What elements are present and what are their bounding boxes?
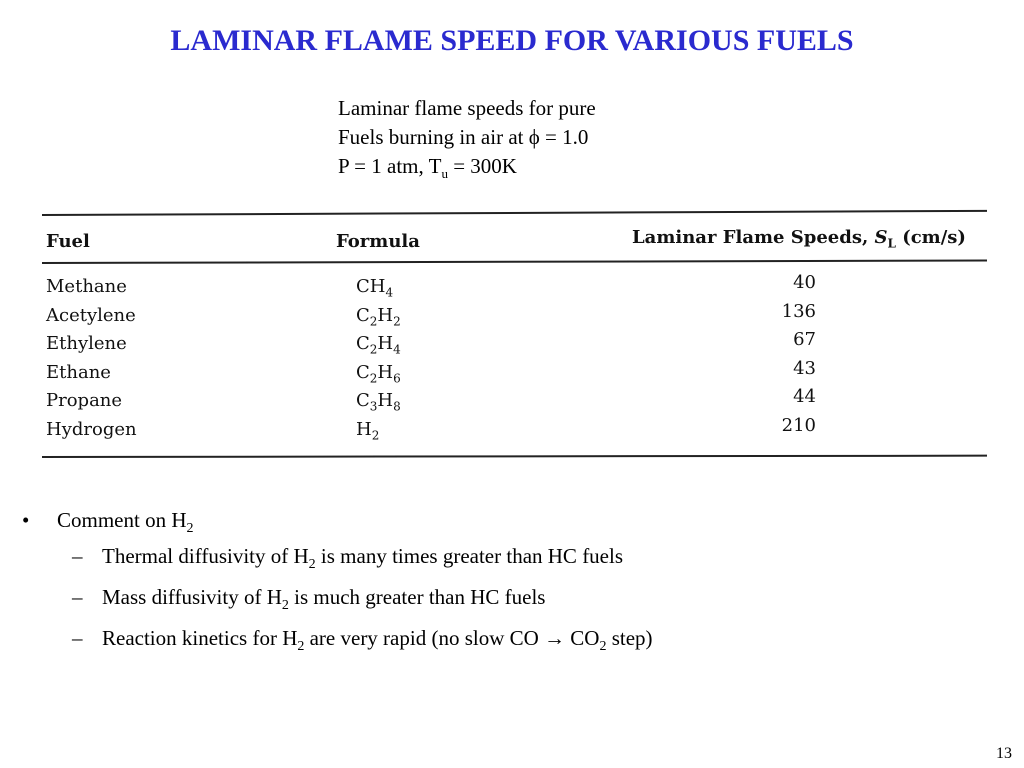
header-formula: Formula [336, 231, 420, 252]
header-speed-symbol: S [874, 227, 888, 248]
fuel-cell: Hydrogen [46, 418, 137, 440]
speed-cell: 40 [793, 272, 816, 293]
caption-line-3-text: P = 1 atm, T [338, 154, 442, 178]
fuel-cell: Acetylene [46, 304, 136, 326]
formula-sub: 2 [369, 342, 378, 357]
sub-bullet-part: Reaction kinetics for H [102, 626, 298, 650]
formula-part: H [377, 390, 394, 411]
speed-cell: 43 [793, 357, 816, 379]
sub-bullet-part: Mass diffusivity of H [102, 585, 282, 609]
formula-sub: 6 [393, 371, 401, 386]
bullet-dot-icon: • [22, 508, 30, 532]
header-speed-text: Laminar Flame Speeds, [632, 227, 875, 248]
caption-line-1: Laminar flame speeds for pure [338, 96, 596, 120]
sub-bullet-text [102, 626, 653, 655]
formula-cell [356, 359, 401, 388]
formula-cell [356, 273, 401, 302]
dash-icon: – [72, 544, 83, 568]
sub-bullet-sub: 2 [281, 598, 289, 614]
speed-cell: 210 [781, 414, 816, 436]
fuel-cell: Ethane [46, 361, 111, 383]
bullet-sub: 2 [186, 521, 194, 537]
table-top-rule [42, 210, 987, 216]
formula-cell [356, 302, 401, 331]
header-speed [632, 227, 966, 251]
speed-cell: 136 [781, 300, 816, 322]
dash-icon: – [72, 626, 83, 650]
sub-bullet-sub: 2 [297, 639, 305, 655]
fuel-column [46, 273, 137, 444]
table-header-rule [42, 260, 987, 264]
formula-sub: 2 [369, 371, 378, 386]
sub-bullet-part: is many times greater than HC fuels [315, 544, 624, 568]
formula-sub: 8 [393, 399, 401, 414]
caption-line-3-tail: = 300K [447, 154, 517, 178]
bullet-text-part: Comment on H [57, 508, 187, 532]
formula-column [356, 273, 401, 444]
formula-part: C [356, 361, 370, 383]
formula-cell [356, 330, 401, 359]
sub-bullet-part: are very rapid (no slow CO → CO [304, 626, 600, 650]
speed-column [776, 269, 816, 440]
fuel-cell: Propane [46, 390, 123, 411]
caption-line-3-sub: u [441, 166, 448, 182]
header-speed-unit: (cm/s) [895, 227, 966, 248]
formula-sub: 4 [393, 342, 401, 357]
sub-bullet-sub: 2 [599, 639, 607, 655]
sub-bullet-text [102, 585, 545, 614]
fuel-cell: Methane [46, 276, 127, 297]
table-caption [338, 94, 596, 188]
table-bottom-rule [42, 455, 987, 458]
formula-part: H [356, 418, 372, 440]
sub-bullet-sub: 2 [308, 557, 316, 573]
speed-cell: 44 [793, 386, 816, 407]
flame-speed-table [42, 205, 987, 461]
header-fuel: Fuel [46, 231, 90, 252]
header-speed-sub: L [887, 236, 896, 251]
dash-icon: – [72, 585, 83, 609]
formula-sub: 3 [369, 399, 378, 414]
bullet-text [57, 508, 194, 537]
formula-part: C [356, 390, 370, 411]
formula-sub: 2 [393, 314, 401, 329]
formula-part: C [356, 333, 370, 354]
formula-cell [356, 416, 401, 445]
page-number: 13 [996, 745, 1012, 762]
formula-sub: 4 [385, 285, 394, 300]
formula-cell [356, 387, 401, 416]
formula-part: C [356, 304, 370, 326]
fuel-cell: Ethylene [46, 333, 127, 354]
caption-line-3 [338, 152, 596, 188]
formula-part: H [377, 333, 394, 354]
sub-bullet-part: is much greater than HC fuels [288, 585, 546, 609]
speed-cell: 67 [793, 329, 816, 350]
sub-bullet-text [102, 544, 623, 573]
formula-part: H [377, 361, 394, 383]
formula-part: H [377, 304, 394, 326]
formula-sub: 2 [371, 428, 380, 443]
sub-bullet-part: step) [606, 626, 653, 650]
slide-title: LAMINAR FLAME SPEED FOR VARIOUS FUELS [170, 24, 854, 57]
sub-bullet-part: Thermal diffusivity of H [102, 544, 309, 568]
formula-sub: 2 [369, 314, 378, 329]
formula-part: CH [356, 276, 386, 297]
caption-line-2: Fuels burning in air at ϕ = 1.0 [338, 125, 589, 149]
